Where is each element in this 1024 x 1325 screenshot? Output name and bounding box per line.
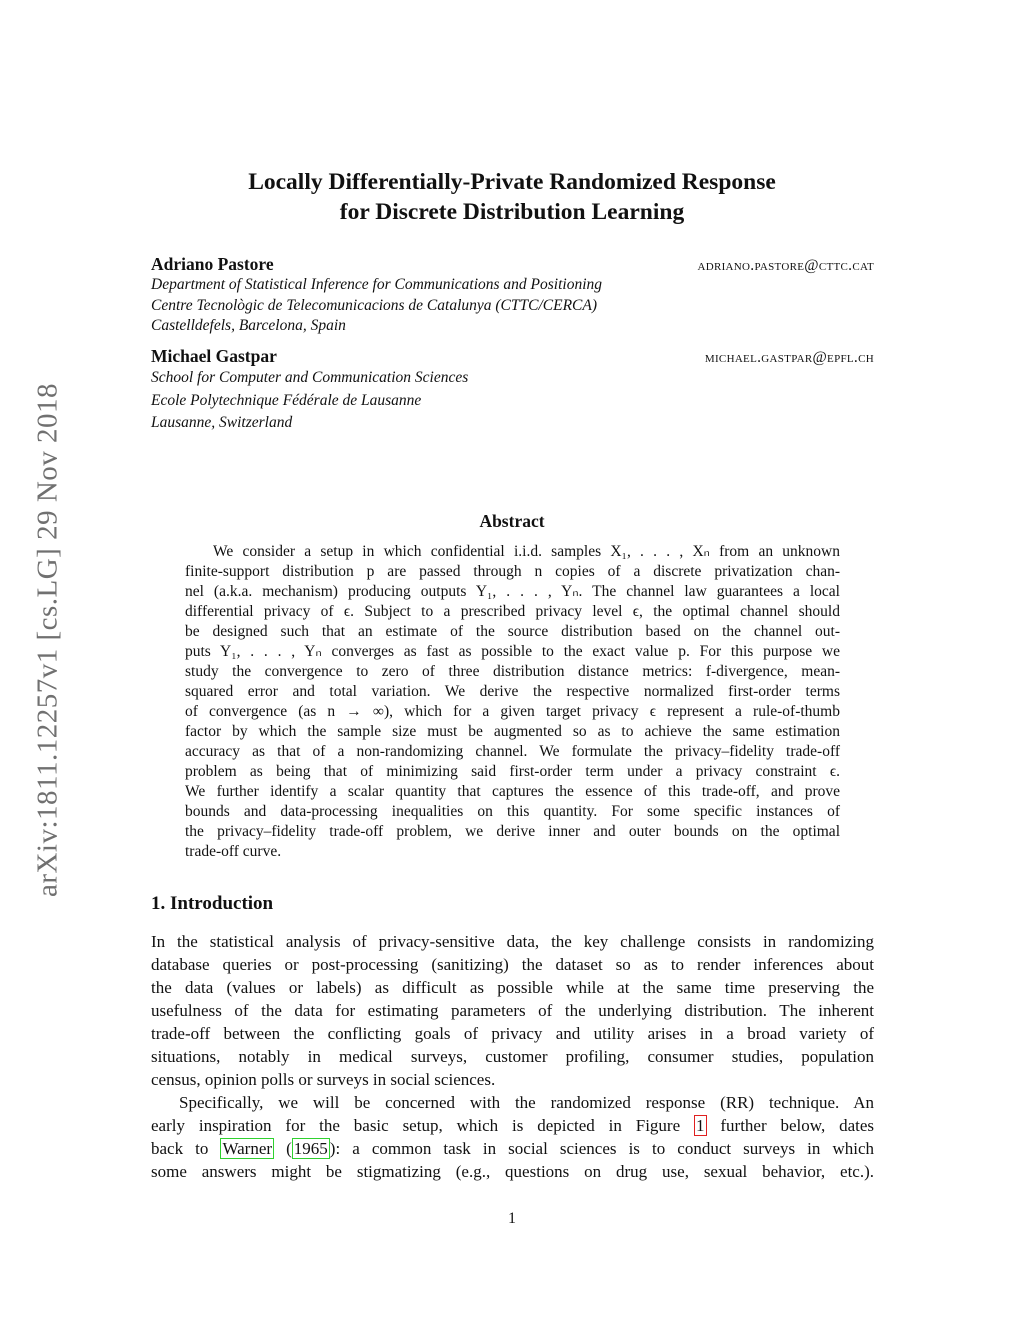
body-line: census, opinion polls or surveys in social sciences. — [151, 1070, 496, 1089]
abstract-line: problem as being that of minimizing said first-order term under a privacy constraint ϵ. — [185, 763, 840, 780]
author-email[interactable]: michael.gastpar@epfl.ch — [704, 349, 874, 366]
abstract-line: the privacy–fidelity trade-off problem, we derive inner and outer bounds on the optimal — [185, 823, 840, 840]
abstract-heading: Abstract — [479, 511, 545, 531]
affiliation-line: School for Computer and Communication Sciences — [151, 369, 469, 386]
introduction-paragraph-2 — [151, 1091, 874, 1183]
affiliation-line: Lausanne, Switzerland — [151, 414, 293, 431]
body-line: the data (values or labels) as difficult as possible while at the same time preserving the — [151, 978, 874, 997]
abstract-line: trade-off curve. — [185, 843, 282, 860]
body-line: some answers might be stigmatizing (e.g., questions on drug use, sexual behavior, etc.). — [151, 1162, 874, 1181]
body-text: ) — [329, 1139, 336, 1158]
author-block-1 — [151, 254, 874, 337]
author-name: Michael Gastpar — [151, 346, 277, 366]
affiliation-line: Castelldefels, Barcelona, Spain — [151, 317, 346, 334]
abstract-line: nel (a.k.a. mechanism) producing outputs Y₁, . . . , Yₙ. The channel law guarantees a local — [185, 583, 840, 600]
body-text: back to — [151, 1139, 221, 1158]
citation-year-link[interactable]: 1965 — [293, 1139, 328, 1158]
abstract-line: be designed such that an estimate of the source distribution based on the channel out- — [185, 623, 840, 640]
body-line: usefulness of the data for estimating parameters of the underlying distribution. The inherent — [151, 1001, 874, 1020]
body-line — [151, 1114, 874, 1137]
affiliation-line: Ecole Polytechnique Fédérale de Lausanne — [151, 391, 422, 409]
body-line: Specifically, we will be concerned with the randomized response (RR) technique. An — [179, 1093, 874, 1112]
body-line: database queries or post-processing (sanitizing) the dataset so as to render inferences about — [151, 955, 874, 974]
abstract-line: bounds and data-processing inequalities on this quantity. For some specific instances of — [185, 803, 840, 820]
abstract-line: differential privacy of ϵ. Subject to a prescribed privacy level ϵ, the optimal channel should — [185, 603, 840, 620]
abstract-line: We consider a setup in which confidential i.i.d. samples X₁, . . . , Xₙ from an unknown — [213, 543, 840, 560]
affiliation-line: Centre Tecnològic de Telecomunicacions de Catalunya (CTTC/CERCA) — [151, 296, 598, 314]
introduction-paragraph-1 — [151, 930, 874, 1091]
paper-title — [150, 167, 874, 227]
abstract-line: accuracy as that of a non-randomizing channel. We formulate the privacy–fidelity trade-off — [185, 743, 840, 760]
author-name: Adriano Pastore — [151, 254, 274, 274]
body-text: further below, dates — [706, 1116, 875, 1135]
abstract-line: finite-support distribution p are passed through n copies of a discrete privatization chan- — [185, 563, 840, 580]
abstract-line: of convergence (as n → ∞), which for a given target privacy ϵ represent a rule-of-thumb — [185, 703, 840, 720]
author-email[interactable]: adriano.pastore@cttc.cat — [697, 257, 874, 274]
body-line: trade-off between the conflicting goals of privacy and utility arises in a broad variety of — [151, 1024, 874, 1043]
author-block-2 — [151, 346, 874, 435]
abstract-line: study the convergence to zero of three distribution distance metrics: f-divergence, mean- — [185, 663, 840, 680]
title-line-2: for Discrete Distribution Learning — [339, 199, 685, 225]
abstract-line: squared error and total variation. We derive the respective normalized first-order terms — [185, 683, 840, 700]
citation-author-link[interactable]: Warner — [222, 1139, 273, 1158]
affiliation-line: Department of Statistical Inference for Communications and Positioning — [151, 276, 603, 293]
abstract-line: puts Y₁, . . . , Yₙ converges as fast as possible to the exact value p. For this purpose we — [185, 643, 840, 660]
page-number: 1 — [508, 1210, 516, 1227]
figure-reference-link[interactable]: 1 — [696, 1116, 705, 1135]
abstract-line: factor by which the sample size must be augmented so as to achieve the same estimation — [185, 723, 840, 740]
body-text: : a common task in social sciences is to conduct surveys in which — [335, 1139, 874, 1158]
body-text: early inspiration for the basic setup, which is depicted in Figure — [151, 1116, 695, 1135]
arxiv-sidebar — [30, 330, 66, 950]
abstract-body — [185, 542, 840, 862]
abstract-line: We further identify a scalar quantity that captures the essence of this trade-off, and prove — [185, 783, 840, 800]
body-text: ( — [274, 1139, 292, 1158]
body-line: In the statistical analysis of privacy-sensitive data, the key challenge consists in randomizing — [151, 932, 874, 951]
title-line-1: Locally Differentially-Private Randomized Response — [248, 169, 776, 195]
body-line: situations, notably in medical surveys, customer profiling, consumer studies, population — [151, 1047, 874, 1066]
section-heading-introduction: 1. Introduction — [151, 893, 274, 914]
body-line — [151, 1137, 874, 1160]
arxiv-identifier: arXiv:1811.12257v1 [cs.LG] 29 Nov 2018 — [31, 382, 64, 898]
